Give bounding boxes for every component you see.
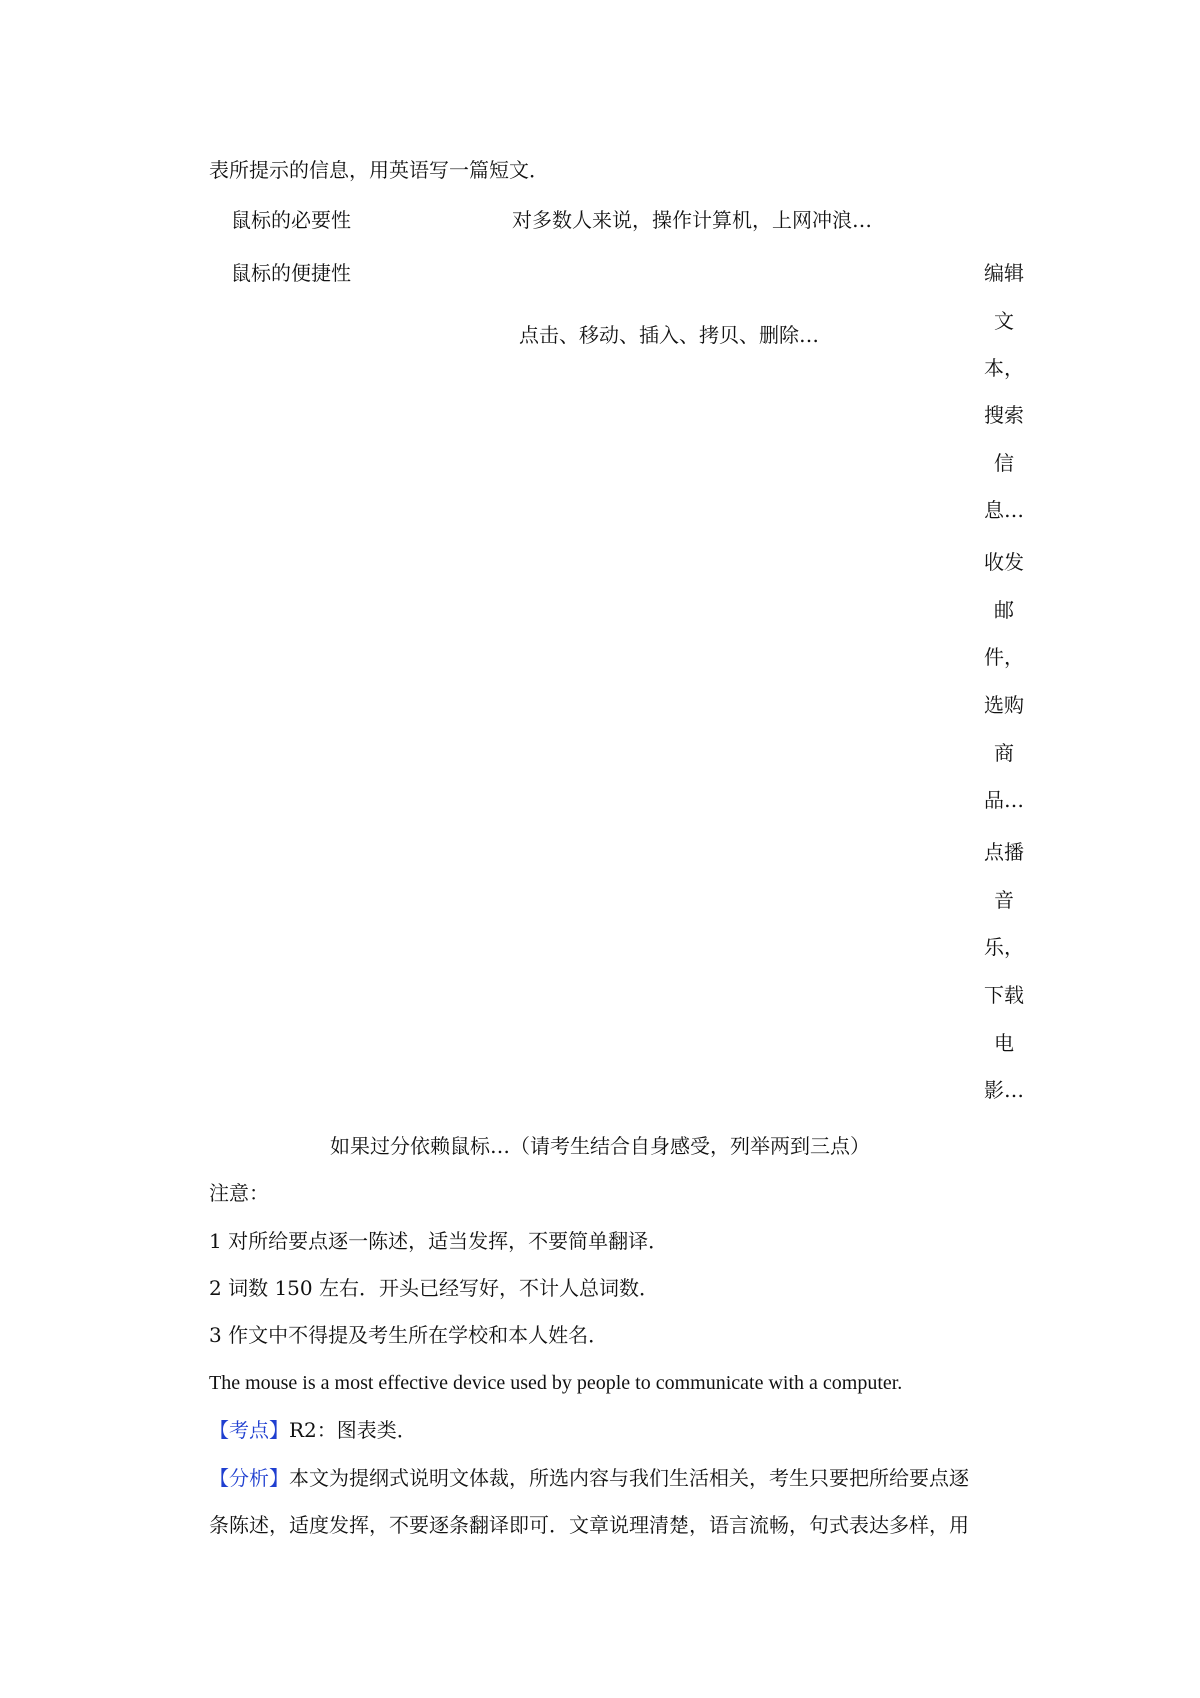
outline-row1-content: 对多数人来说，操作计算机，上网冲浪… [512,208,872,232]
outline-row2-label: 鼠标的便捷性 [231,261,351,285]
right-column-cell: 商 [994,741,1014,765]
intro-text: 表所提示的信息，用英语写一篇短文． [209,158,549,182]
right-column-cell: 编辑 [984,261,1024,285]
notes-heading: 注意： [209,1181,269,1205]
outline-row2-content: 点击、移动、插入、拷贝、删除… [519,323,819,347]
right-column-cell: 电 [994,1031,1014,1055]
notes-item: 1 对所给要点逐一陈述，适当发挥，不要简单翻译． [209,1229,669,1253]
right-column-cell: 信 [994,451,1014,475]
right-column-cell: 影… [984,1078,1024,1102]
kaodian-line [209,1418,417,1442]
fenxi-line [209,1466,969,1490]
notes-item: 2 词数 150 左右．开头已经写好，不计人总词数． [209,1276,659,1300]
right-column-cell: 音 [994,888,1014,912]
right-column-cell: 点播 [984,840,1024,864]
right-column-cell: 搜索 [984,403,1024,427]
right-column-cell: 收发 [984,550,1024,574]
right-column-cell: 乐， [984,935,1024,959]
kaodian-text: R2：图表类． [289,1418,417,1442]
outline-row1-label: 鼠标的必要性 [231,208,351,232]
right-column-cell: 品… [984,788,1024,812]
right-column-cell: 息… [984,498,1024,522]
notes-item: 3 作文中不得提及考生所在学校和本人姓名． [209,1323,609,1347]
right-column-cell: 件， [984,645,1024,669]
right-column-cell: 下载 [984,983,1024,1007]
right-column-cell: 选购 [984,693,1024,717]
right-column-cell: 邮 [994,598,1014,622]
right-column-cell: 文 [994,309,1014,333]
opening-sentence: The mouse is a most effective device used by people to communicate with a computer. [209,1372,903,1394]
fenxi-tag: 【分析】 [209,1466,289,1490]
fenxi-line1-text: 本文为提纲式说明文体裁，所选内容与我们生活相关，考生只要把所给要点逐 [289,1466,969,1490]
outline-row3-content: 如果过分依赖鼠标…（请考生结合自身感受，列举两到三点） [330,1134,870,1158]
kaodian-tag: 【考点】 [209,1418,289,1442]
right-column-cell: 本， [984,356,1024,380]
fenxi-line: 条陈述，适度发挥，不要逐条翻译即可．文章说理清楚，语言流畅，句式表达多样，用 [209,1513,969,1537]
